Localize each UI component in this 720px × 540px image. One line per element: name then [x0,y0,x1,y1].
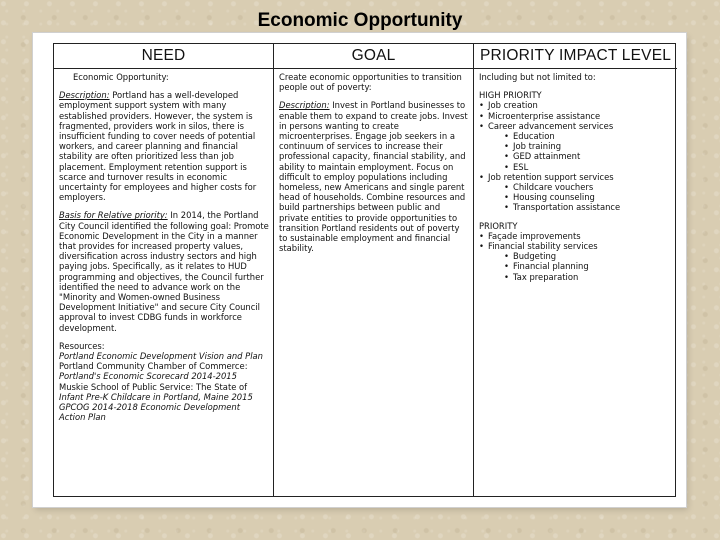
list-item [479,172,673,213]
resource-line: GPCOG 2014-2018 Economic Development [59,402,241,413]
resource-line: Portland Community Chamber of Commerce: [59,361,248,372]
priority-intro: Including but not limited to: [479,72,596,82]
list-item [479,121,673,172]
list-item-label: Career advancement services [488,120,614,131]
list-item-label: Financial stability services [488,241,598,252]
goal-header: GOAL [274,44,473,69]
sub-list [488,251,673,282]
need-basis-label: Basis for Relative priority: [59,210,168,221]
goal-column [274,44,474,496]
sub-list [488,182,673,213]
need-column [54,44,274,496]
sub-list [488,131,673,172]
need-header: NEED [54,44,273,69]
sub-list-item: • Financial planning [504,261,673,271]
high-priority-list [479,100,673,212]
goal-description-text: Invest in Portland businesses to enable them to expand to create jobs. Invest in persons wanting to create microenterprises. Engage job seekers in a continuum of services to increase their professional capacity, financial stability, and ability to maintain employment. Focus on difficult to employ populations including homeless, new Americans and single parent head of households. Combine resources and build partnerships between public and private entities to provide opportunities to transition Portland residents out of poverty to sustainable employment and financial stability. [279,100,468,254]
sub-list-item: • Job training [504,141,673,151]
list-item-label: Job retention support services [488,171,614,182]
priority-body [474,69,677,282]
resource-line: Infant Pre-K Childcare in Portland, Maine 2015 [59,391,253,402]
resources-label: Resources: [59,340,105,351]
need-basis [59,210,269,332]
resource-line: Action Plan [59,412,106,423]
sub-list-item: • ESL [504,162,673,172]
need-description-label: Description: [59,90,110,101]
resources-list [59,351,269,422]
list-item-label: Microenterprise assistance [488,110,601,121]
document-image [33,33,686,507]
priority-header: PRIORITY IMPACT LEVEL [474,44,677,69]
need-body [54,69,273,423]
priority-list [479,231,673,282]
list-item [479,231,673,241]
sub-list-item: • Budgeting [504,251,673,261]
list-item-label: Job creation [488,100,538,111]
sub-list-item: • GED attainment [504,151,673,161]
need-description [59,90,269,202]
resource-line: Portland's Economic Scorecard 2014-2015 [59,371,237,382]
list-item-label: Façade improvements [488,230,581,241]
high-priority-label: HIGH PRIORITY [479,90,542,101]
goal-body [274,69,473,253]
list-item [479,100,673,110]
sub-list-item: • Childcare vouchers [504,182,673,192]
list-item [479,241,673,282]
list-item [479,111,673,121]
need-category: Economic Opportunity: [73,72,169,82]
priority-column [474,44,677,496]
goal-intro: Create economic opportunities to transition people out of poverty: [279,72,462,93]
need-description-text: Portland has a well-developed employment support system with many established providers. However, the system is fragmented, providers work in silos, there is insufficient funding to cover needs of potential workers, and career planning and financial stability are often prioritized less than job placement. Employment retention support is scarce and turnover results in economic uncertainty for employees and higher costs for employers. [59,90,257,203]
resource-line: Muskie School of Public Service: The State of [59,381,248,392]
slide-title: Economic Opportunity [257,10,463,31]
priority-label: PRIORITY [479,220,518,231]
resource-line: Portland Economic Development Vision and Plan [59,351,263,362]
need-basis-text: In 2014, the Portland City Council identified the following goal: Promote Economic Development in the City in a manner that provides for increased property values, diversification across industry sectors and high paying jobs. Specifically, as it relates to HUD programming and objectives, the Council further identified the need to advance work on the "Minority and Women-owned Business Development Initiative" and secure City Council approval to invest CDBG funds in workforce development. [59,210,269,333]
goal-description [279,100,469,253]
sub-list-item: • Tax preparation [504,272,673,282]
goal-description-label: Description: [279,100,330,111]
sub-list-item: • Housing counseling [504,192,673,202]
sub-list-item: • Transportation assistance [504,202,673,212]
sub-list-item: • Education [504,131,673,141]
priority-table [53,43,676,497]
